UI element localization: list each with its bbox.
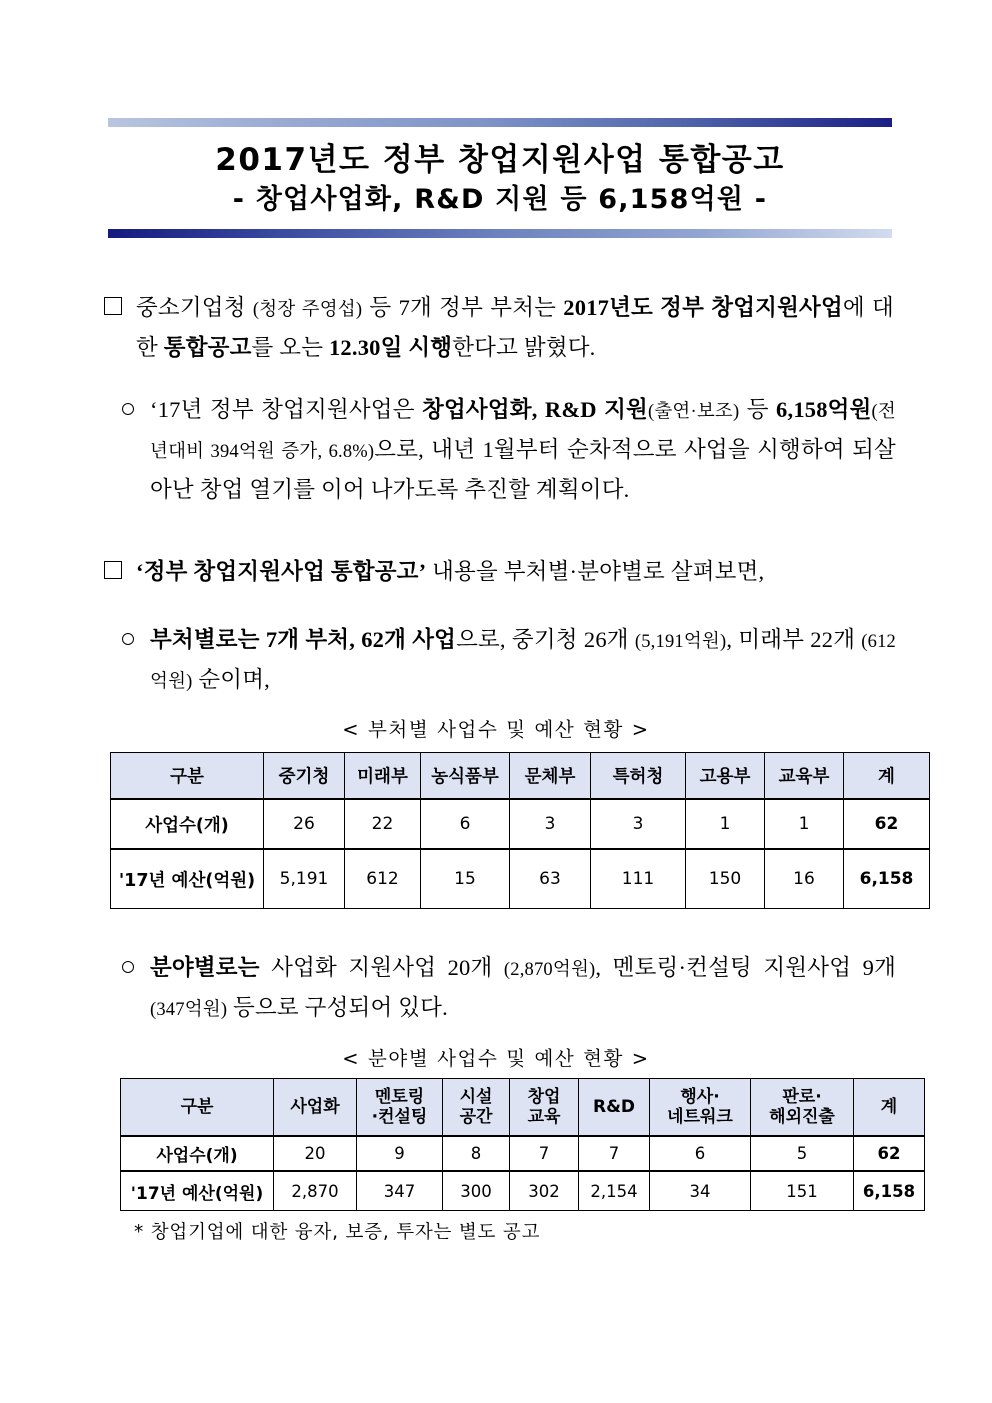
p5-seg-1: 사업화 지원사업 20개 [259,955,504,980]
p5-seg-4: (347억원) [150,1000,228,1021]
paragraph-4 [122,620,896,700]
row-label-budget: '17년 예산(억원) [121,1171,274,1211]
square-bullet-icon [104,297,122,315]
square-bullet-icon [104,561,122,579]
table-row [121,1136,925,1171]
col-header-mentoring-consulting [357,1079,443,1137]
table-row [111,849,930,909]
p4-seg-1: 으로, 중기청 26개 [456,627,635,652]
p1-seg-7: 12.30일 시행 [328,335,453,361]
paragraph-2 [122,390,896,510]
circle-bullet-icon [122,633,134,645]
cell-count-muncheb: 3 [510,799,591,849]
col-header-rnd [579,1079,650,1137]
row-label-budget: '17년 예산(억원) [111,849,264,909]
col-header-muncheb: 문체부 [510,753,591,800]
paragraph-1-text [136,288,894,368]
p4-seg-2: (5,191억원) [634,632,727,652]
p1-seg-0: 중소기업청 [136,295,253,320]
footnote: * 창업기업에 대한 융자, 보증, 투자는 별도 공고 [134,1222,541,1243]
cell-count-saeophwa: 20 [274,1136,357,1171]
p2-seg-0: ‘17년 정부 창업지원사업은 [150,397,423,422]
p1-seg-2: 등 7개 정부 부처는 [362,295,564,320]
title-text-wrap [108,127,892,229]
cell-budget-junggicheong: 5,191 [264,849,345,909]
col-header-market-l2: 해외진출 [769,1107,835,1127]
cell-count-mentoring: 9 [357,1136,443,1171]
col-header-total [854,1079,925,1137]
cell-budget-miraebu: 612 [345,849,421,909]
cell-count-market: 5 [751,1136,854,1171]
col-header-gubun-l1: 구분 [180,1096,214,1117]
col-header-gyoyukbu: 교육부 [765,753,844,800]
title-rule-top [108,118,892,127]
p4-seg-5: 순이며, [192,667,270,693]
p4-seg-4: (612억원) [150,632,896,693]
paragraph-4-text [150,620,896,700]
col-header-mentoring-l1: 멘토링 [374,1086,425,1107]
cell-budget-mentoring: 347 [357,1171,443,1211]
p3-seg-0: ‘정부 창업지원사업 통합공고’ [136,559,427,584]
p1-seg-6: 를 오는 [251,335,329,361]
col-header-education-l1: 창업 [527,1086,561,1107]
paragraph-3-text [136,552,764,592]
cell-count-event: 6 [650,1136,751,1171]
p4-seg-0: 부처별로는 7개 부처, 62개 사업 [150,627,457,652]
cell-budget-teukheocheong: 111 [591,849,686,909]
table-row [111,799,930,849]
col-header-facility-l2: 공간 [459,1107,493,1127]
p2-seg-4: 6,158억원 [776,397,872,422]
p1-seg-8: 한다고 밝혔다. [452,335,596,361]
cell-budget-event: 34 [650,1171,751,1211]
cell-count-goyongbu: 1 [686,799,765,849]
table-field-caption: < 분야별 사업수 및 예산 현황 > [342,1047,650,1070]
p1-seg-5: 통합공고 [163,335,252,361]
cell-budget-nongsikpumbu: 15 [421,849,510,909]
cell-budget-gyoyukbu: 16 [765,849,844,909]
cell-count-gyoyukbu: 1 [765,799,844,849]
cell-count-rnd: 7 [579,1136,650,1171]
p5-seg-2: (2,870억원) [503,960,596,980]
cell-count-education: 7 [510,1136,579,1171]
paragraph-3 [104,552,894,592]
p4-seg-3: , 미래부 22개 [726,627,862,652]
cell-count-junggicheong: 26 [264,799,345,849]
cell-budget-saeophwa: 2,870 [274,1171,357,1211]
p2-seg-2: (출연·보조) [648,402,740,422]
paragraph-1 [104,288,894,368]
col-header-event-l2: 네트워크 [667,1107,733,1127]
circle-bullet-icon [122,403,134,415]
cell-budget-muncheb: 63 [510,849,591,909]
cell-budget-total: 6,158 [844,849,930,909]
p2-seg-1: 창업사업화, R&D 지원 [422,397,648,422]
col-header-market-l1: 판로· [782,1086,822,1107]
col-header-mentoring-l2: ·컨설팅 [371,1107,428,1127]
p2-seg-5: (전년대비 394억원 증가, 6.8%) [150,402,896,463]
cell-budget-total: 6,158 [854,1171,925,1211]
col-header-rnd-l1: R&D [592,1096,636,1117]
col-header-saeophwa [274,1079,357,1137]
circle-bullet-icon [122,961,134,973]
title-rule-bottom [108,229,892,238]
page-subtitle: - 창업사업화, R&D 지원 등 6,158억원 - [232,183,768,215]
col-header-junggicheong: 중기청 [264,753,345,800]
col-header-event-network [650,1079,751,1137]
table-field [120,1078,925,1211]
col-header-event-l1: 행사· [680,1086,720,1107]
p3-seg-1: 내용을 부처별·분야별로 살펴보면, [426,559,765,584]
table-dept-header-row [111,753,930,800]
paragraph-2-text [150,390,896,510]
p5-seg-3: , 멘토링·컨설팅 지원사업 9개 [595,955,897,980]
col-header-market-overseas [751,1079,854,1137]
cell-budget-education: 302 [510,1171,579,1211]
cell-count-facility: 8 [443,1136,510,1171]
col-header-total-l1: 계 [880,1096,898,1117]
col-header-nongsikpumbu: 농식품부 [421,753,510,800]
col-header-miraebu: 미래부 [345,753,421,800]
table-row [121,1171,925,1211]
col-header-startup-education [510,1079,579,1137]
cell-budget-market: 151 [751,1171,854,1211]
p5-seg-0: 분야별로는 [150,955,260,980]
table-dept-caption: < 부처별 사업수 및 예산 현황 > [342,718,650,741]
p5-seg-5: 등으로 구성되어 있다. [227,995,448,1021]
cell-count-total: 62 [844,799,930,849]
paragraph-5 [122,948,896,1028]
col-header-facility-space [443,1079,510,1137]
table-dept [110,752,930,909]
p1-seg-3: 2017년도 정부 창업지원사업 [563,295,843,320]
row-label-count: 사업수(개) [121,1136,274,1171]
col-header-gubun: 구분 [111,753,264,800]
p2-seg-3: 등 [739,397,777,422]
cell-budget-facility: 300 [443,1171,510,1211]
document-title-block [108,118,892,238]
col-header-education-l2: 교육 [527,1107,561,1127]
row-label-count: 사업수(개) [111,799,264,849]
col-header-saeophwa-l1: 사업화 [290,1096,340,1117]
p1-seg-4: 에 대한 [136,295,894,361]
cell-count-total: 62 [854,1136,925,1171]
cell-count-nongsikpumbu: 6 [421,799,510,849]
col-header-gubun [121,1079,274,1137]
col-header-teukheocheong: 특허청 [591,753,686,800]
cell-count-miraebu: 22 [345,799,421,849]
cell-budget-goyongbu: 150 [686,849,765,909]
p2-seg-6: 으로, 내년 1월부터 순차적으로 사업을 시행하여 되살아난 창업 열기를 이어 나가도록 추진할 계획이다. [150,437,896,503]
table-field-header-row [121,1079,925,1137]
page-title: 2017년도 정부 창업지원사업 통합공고 [215,142,785,178]
col-header-facility-l1: 시설 [459,1086,493,1107]
cell-budget-rnd: 2,154 [579,1171,650,1211]
cell-count-teukheocheong: 3 [591,799,686,849]
p1-seg-1: (청장 주영섭) [252,300,363,320]
col-header-goyongbu: 고용부 [686,753,765,800]
col-header-total: 계 [844,753,930,800]
paragraph-5-text [150,948,896,1028]
